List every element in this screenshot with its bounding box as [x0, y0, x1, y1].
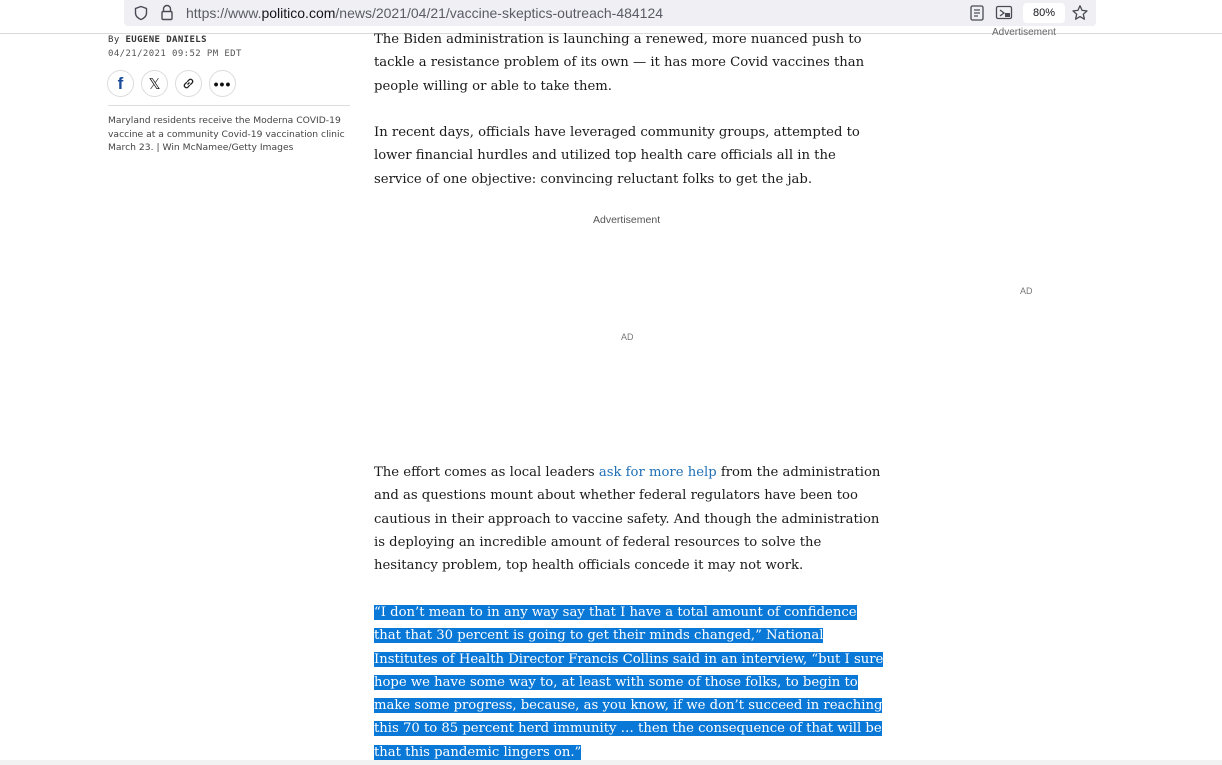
copy-link-button[interactable] — [175, 70, 202, 97]
url-path: /news/2021/04/21/vaccine-skeptics-outreach-484124 — [335, 5, 664, 21]
facebook-icon: f — [117, 73, 124, 93]
ad-slot-right-rail[interactable]: AD — [1020, 286, 1033, 296]
x-icon: 𝕏 — [148, 75, 161, 93]
article-paragraph-3 — [374, 461, 886, 577]
zoom-level-button[interactable]: 80% — [1023, 3, 1065, 23]
share-facebook-button[interactable] — [107, 70, 134, 97]
paragraph-3-text-before: The effort comes as local leaders — [374, 465, 599, 480]
right-rail-advertisement-label: Advertisement — [992, 27, 1056, 38]
byline-prefix: By — [108, 35, 120, 45]
article-paragraph-1: The Biden administration is launching a renewed, more nuanced push to tackle a resistance problem of its own — it has more Covid vaccines than people willing or able to take them. — [374, 32, 865, 94]
more-icon: ••• — [213, 75, 232, 92]
url-prefix: https://www. — [186, 5, 262, 21]
bookmark-star-icon[interactable] — [1071, 4, 1089, 22]
byline — [108, 35, 207, 45]
lock-icon[interactable] — [160, 4, 174, 21]
author-link[interactable]: EUGENE DANIELS — [125, 35, 207, 45]
photo-caption: Maryland residents receive the Moderna COVID-19 vaccine at a community Covid-19 vaccination clinic March 23. | Win McNamee/Getty Images — [108, 115, 345, 153]
more-share-options-button[interactable] — [209, 70, 236, 97]
dateline: 04/21/2021 09:52 PM EDT — [108, 49, 242, 59]
article-paragraph-2: In recent days, officials have leveraged community groups, attempted to lower financial hurdles and utilized top health care officials all in the service of one objective: convincing reluctant folks to get the jab. — [374, 125, 860, 187]
caption-divider — [108, 105, 350, 106]
url-host: politico.com — [261, 5, 336, 21]
share-x-button[interactable] — [141, 70, 168, 97]
bottom-border — [0, 760, 1222, 765]
picture-in-picture-icon[interactable] — [995, 4, 1013, 22]
paragraph-3-text-after: from the administration and as questions mount about whether federal regulators have been too cautious in their approach to vaccine safety. And though the administration is deploying an incredible amount of federal resources to solve the hesitancy problem, top health officials concede it may not work. — [374, 465, 881, 574]
article-paragraph-4-selected — [374, 601, 886, 764]
ad-slot-inline[interactable]: AD — [621, 332, 634, 342]
ask-for-more-help-link[interactable]: ask for more help — [598, 465, 717, 480]
link-icon — [181, 76, 196, 91]
address-bar[interactable] — [124, 0, 1096, 26]
url-text[interactable] — [186, 5, 663, 21]
tracking-protection-shield-icon[interactable] — [133, 5, 149, 21]
advertisement-label: Advertisement — [593, 214, 661, 226]
reader-view-icon[interactable] — [969, 4, 985, 22]
selected-quote-text: “I don’t mean to in any way say that I have a total amount of confidence that that 30 percent is going to get their minds changed,” National Institutes of Health Director Francis Collins said in an interview, “but I sure hope we have some way to, at least with some of those folks, to begin to make some progress, because, as you know, if we don’t succeed in reaching this 70 to 85 percent herd immunity … then the consequence of that will be that this pandemic lingers on.” — [374, 605, 884, 760]
